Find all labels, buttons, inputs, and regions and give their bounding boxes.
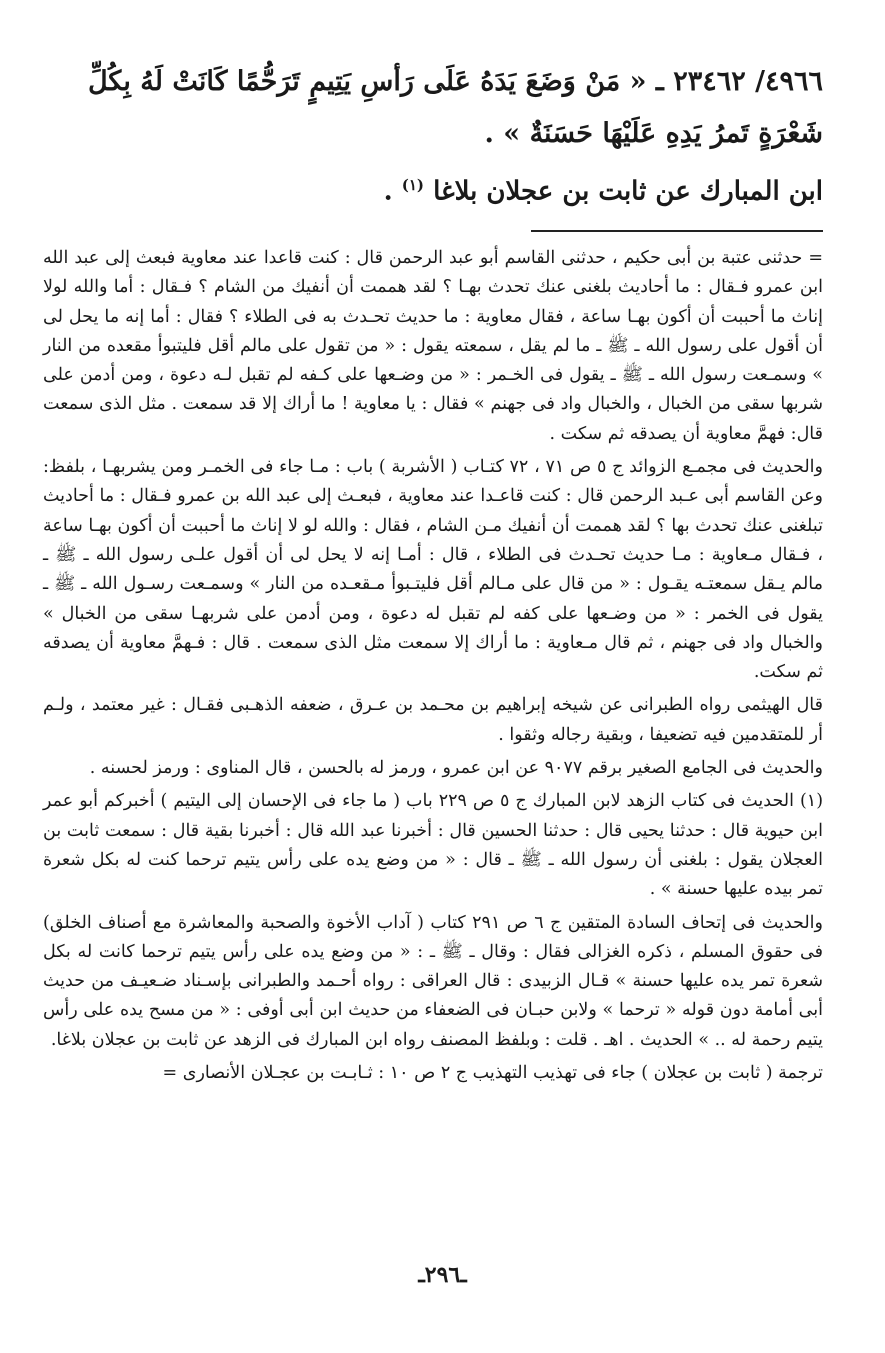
source-end: . — [383, 176, 393, 207]
hadith-number: ٤٩٦٦/ ٢٣٤٦٢ — [673, 66, 823, 97]
page-number: ـ٢٩٦ـ — [418, 1262, 467, 1288]
footnote-reference: (١) — [401, 176, 424, 194]
footnotes — [43, 244, 823, 1092]
footnote-separator — [531, 230, 823, 232]
footnote-paragraph-zawaid: والحديث فى مجمـع الزوائد ج ٥ ص ٧١ ، ٧٢ كتـاب ( الأشربة ) باب : مـا جاء فى الخمـر ومن يشربهـا ، بلفظ: وعن القاسم أبى عـبد الرحمن قال : كنت قاعـدا عند معاوية ، فبعـث إلى عبد الله بن عمرو فـقال : ما أحاديث تبلغنى عنك تحدث بها ؟ لقد هممت أن أنفيك مـن الشام ، فقال : والله لو لا إناث ما أحببت أن أكون بهـا ساعة ، فـقال مـعاوية : مـا حديث تحـدث فى الطلاء ، قال : أمـا إنه لا يحل لى أن أقول علـى رسول الله ـ ﷺ ـ مالم يـقل سمعتـه يقـول : « من قال على مـالم أقل فليتـبوأ مـقعـده من النار » وسمـعت رسـول الله ـ ﷺ ـ يقول فى الخمر : « من وضـعها على كفه لم تقبل له دعوة ، ومن أدمن على شربهـا سقى من الخبال » والخبال واد فى جهنم ، ثم قال مـعاوية : ما أراك إلا سمعت مثل الذى سمعت . قال : فـهمَّ معاوية أن يصدقه ثم سكت. — [43, 457, 823, 683]
footnote-paragraph-haythami: قال الهيثمى رواه الطبرانى عن شيخه إبراهيم بن محـمد بن عـرق ، ضعفه الذهـبى فقـال : غير معتمد ، ولـم أر للمتقدمين فيه تضعيفا ، وبقية رجاله وثقوا . — [43, 695, 823, 745]
hadith-body: ـ « مَنْ وَضَعَ يَدَهُ عَلَى رَأسِ يَتِيمٍ تَرَحُّمًا كَانَتْ لَهُ بِكُلِّ شَعْرَةٍ تَمرُ يَدِهِ عَلَيْهَا حَسَنَةٌ » . — [87, 66, 823, 149]
footnote-1: (١) الحديث فى كتاب الزهد لابن المبارك ج ٥ ص ٢٢٩ باب ( ما جاء فى الإحسان إلى اليتيم ) أخبركم أبو عمر ابن حيوية قال : حدثنا يحيى قال : حدثنا الحسين قال : أخبرنا عبد الله قال : أخبرنا بقية قال : سمعت ثابت بن العجلان يقول : بلغنى أن رسول الله ـ ﷺ ـ قال : « من وضع يده على رأس يتيم ترحما كنت له بكل شعرة تمر بيده عليها حسنة » . — [43, 791, 824, 900]
source-text: ابن المبارك عن ثابت بن عجلان بلاغا — [433, 176, 823, 207]
footnote-paragraph-tarjama: ترجمة ( ثابت بن عجلان ) جاء فى تهذيب التهذيب ج ٢ ص ١٠ : ثـابـت بن عجـلان الأنصارى = — [162, 1063, 823, 1084]
footnote-paragraph-continuation: = حدثنى عتبة بن أبى حكيم ، حدثنى القاسم أبو عبد الرحمن قال : كنت قاعدا عند معاوية فبعث إلى عبد الله ابن عمرو فـقال : ما أحاديث بلغنى عنك تحدث بهـا ؟ لقد هممت أن أنفيك من الشام ؟ فـقال : أما والله لولا إناث ما أحببت أن أكون بهـا ساعة ، فقال معاوية : ما حديث تحـدث به فى الطلاء ؟ فقال : أما إنه ما يحل لى أن أقول على رسول الله ـ ﷺ ـ ما لم يقل ، سمعته يقول : « من تقول على مالم أقل فليتبوأ مقعده من النار » وسمـعت رسول الله ـ ﷺ ـ يقول فى الخـمر : « من وضـعها على كـفه لم تقبل لـه دعوة ، ومن أدمن على شربها سقى من الخبال ، والخبال واد فى جهنم » فقال : يا معاوية ! ما أراك إلا قد سمعت . مثل الذى سمعت قال: فهمَّ معاوية أن يصدقه ثم سكت . — [43, 248, 823, 444]
hadith-text — [53, 56, 823, 160]
footnote-paragraph-ithaf: والحديث فى إتحاف السادة المتقين ج ٦ ص ٢٩١ كتاب ( آداب الأخوة والصحبة والمعاشرة مع أصناف الخلق) فى حقوق المسلم ، ذكره الغزالى فقال : وقال ـ ﷺ ـ : « من وضع يده على رأس يتيم ترحما كانت له بكل شعرة تمر يده عليها حسنة » قـال الزبيدى : قال العراقى : رواه أحـمد والطبرانى بإسـناد ضـعيـف من حديث أبى أمامة دون قوله « ترحما » ولابن حبـان فى الضعفاء من حديث ابن أبى أوفى : « من مسح يده على رأس يتيم رحمة له .. » الحديث . اهـ . قلت : وبلفظ المصنف رواه ابن المبارك فى الزهد عن ثابت بن عجلان بلاغا. — [43, 912, 823, 1050]
hadith-source — [53, 160, 823, 217]
footnote-paragraph-jami-saghir: والحديث فى الجامع الصغير برقم ٩٠٧٧ عن ابن عمرو ، ورمز له بالحسن ، قال المناوى : ورمز لحسنه . — [89, 758, 823, 779]
